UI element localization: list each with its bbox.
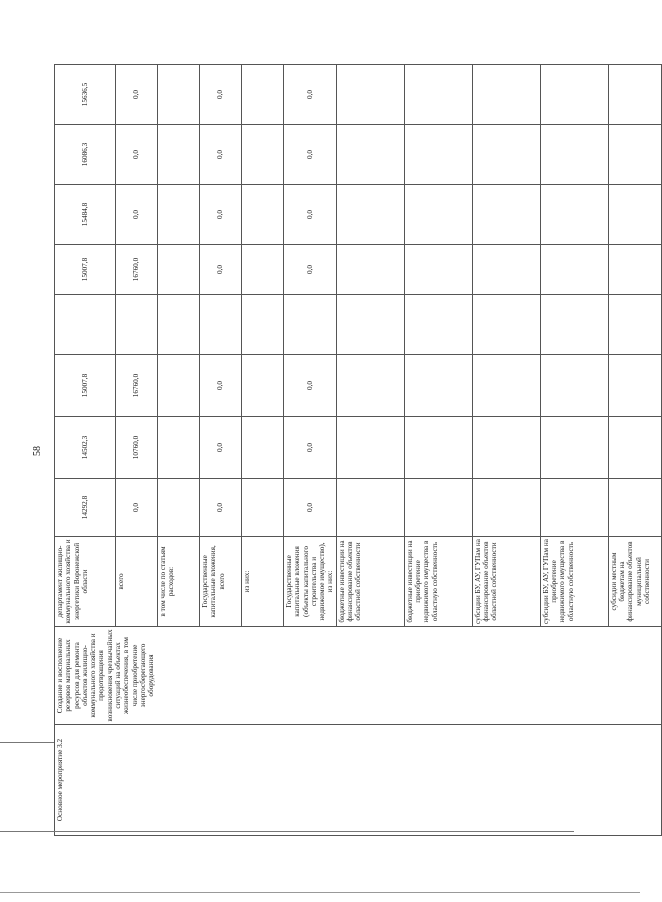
row-label-cell <box>608 537 661 627</box>
value: 15484,8 <box>80 202 89 227</box>
value: 0,0 <box>305 381 314 390</box>
value: 15636,5 <box>80 82 89 107</box>
row-label-cell <box>157 537 199 627</box>
row-label-cell <box>540 537 608 627</box>
value: 16760,0 <box>132 257 141 282</box>
value-cell <box>115 355 157 417</box>
value-cell <box>115 479 157 537</box>
value-cell <box>283 245 336 295</box>
value-cell <box>157 355 199 417</box>
value-cell <box>199 65 241 125</box>
value-cell <box>157 65 199 125</box>
margin-line <box>0 831 54 832</box>
row-label-cell <box>472 537 540 627</box>
value: 10760,0 <box>132 435 141 460</box>
value-cell <box>115 417 157 479</box>
value: 0,0 <box>216 381 225 390</box>
value-cell <box>540 185 608 245</box>
value: 0,0 <box>216 503 225 512</box>
row-label: бюджетные инвестиции на финансирование объектов областной собственности <box>337 540 363 623</box>
value: 0,0 <box>216 90 225 99</box>
value-cell <box>199 355 241 417</box>
value-cell <box>157 479 199 537</box>
rotated-table-container <box>54 65 651 836</box>
value-cell <box>472 417 540 479</box>
value-cell <box>540 295 608 355</box>
value-cell <box>157 245 199 295</box>
value-cell <box>336 245 404 295</box>
row-label-cell <box>336 537 404 627</box>
value-cell <box>199 479 241 537</box>
value-cell <box>404 479 472 537</box>
value-cell <box>241 417 283 479</box>
margin-line <box>0 742 54 743</box>
value: 14292,8 <box>80 495 89 520</box>
value-cell <box>404 355 472 417</box>
value: 0,0 <box>216 150 225 159</box>
value: 0,0 <box>132 90 141 99</box>
activity-code-cell <box>55 725 662 836</box>
value-cell <box>608 65 661 125</box>
value-cell <box>115 185 157 245</box>
row-label: Государственные капитальные вложения, всего <box>200 545 226 618</box>
value: 0,0 <box>132 210 141 219</box>
activity-name-cell <box>55 627 662 725</box>
value-cell <box>283 125 336 185</box>
value-cell <box>336 355 404 417</box>
row-label-cell <box>199 537 241 627</box>
value: 0,0 <box>216 210 225 219</box>
row-label-cell <box>283 537 336 627</box>
row-label-cell <box>404 537 472 627</box>
row-label: бюджетные инвестиции на приобретение недвижимого имущества в областную собственность <box>405 540 439 623</box>
value-cell <box>55 245 116 295</box>
value: 0,0 <box>132 150 141 159</box>
value-cell <box>404 65 472 125</box>
value-cell <box>336 185 404 245</box>
value-cell <box>157 185 199 245</box>
value-cell <box>608 185 661 245</box>
value-cell <box>608 295 661 355</box>
value-cell <box>540 417 608 479</box>
value-cell <box>55 65 116 125</box>
value-cell <box>241 295 283 355</box>
value-cell <box>241 125 283 185</box>
value-cell <box>55 417 116 479</box>
row-label: в том числе по статьям расходов: <box>158 546 176 617</box>
row-label: субсидии БУ, АУ, ГУПам на приобретение недвижимого имущества в областную собственность <box>541 539 575 624</box>
activity-name: Создание и восполнение резервов материальных ресурсов для ремонта объектов жилищно-коммунального хозяйства и предотвращения возникновения чрезвычайных ситуаций на объектах жизнеобеспечения, в том числе приобретение энергосберегающего оборудования <box>56 629 156 722</box>
row-label: департамент жилищно-коммунального хозяйства и энергетики Воронежской области <box>56 539 89 624</box>
value-cell <box>472 245 540 295</box>
value-cell <box>283 185 336 245</box>
value-cell <box>199 295 241 355</box>
row-label: Государственные капитальные вложения (объекты капитального строительства и недвижимое имущество), из них: <box>284 542 335 621</box>
value-cell <box>472 355 540 417</box>
value-cell <box>283 65 336 125</box>
value-cell <box>404 417 472 479</box>
value-cell <box>472 295 540 355</box>
value-cell <box>472 125 540 185</box>
value-cell <box>115 295 157 355</box>
value-cell <box>540 125 608 185</box>
value: 0,0 <box>305 210 314 219</box>
value-cell <box>241 185 283 245</box>
value: 16086,3 <box>80 142 89 167</box>
value: 0,0 <box>305 90 314 99</box>
value-cell <box>336 125 404 185</box>
value-cell <box>115 125 157 185</box>
value-cell <box>55 185 116 245</box>
row-label-cell <box>55 537 116 627</box>
value-cell <box>55 355 116 417</box>
value-cell <box>199 417 241 479</box>
value-cell <box>404 295 472 355</box>
value-cell <box>404 245 472 295</box>
value-cell <box>115 245 157 295</box>
value-cell <box>199 245 241 295</box>
value-cell <box>283 355 336 417</box>
value: 0,0 <box>305 443 314 452</box>
value-cell <box>199 125 241 185</box>
value-cell <box>336 417 404 479</box>
value-cell <box>157 295 199 355</box>
value-cell <box>241 355 283 417</box>
row-label-cell <box>115 537 157 627</box>
row-label-cell <box>241 537 283 627</box>
value-cell <box>540 355 608 417</box>
value-cell <box>608 417 661 479</box>
value: 0,0 <box>305 503 314 512</box>
value-cell <box>336 479 404 537</box>
value-cell <box>157 125 199 185</box>
value-cell <box>55 125 116 185</box>
value: 0,0 <box>305 265 314 274</box>
value-cell <box>540 65 608 125</box>
row-label: субсидии БУ, АУ, ГУПам на финансирование объектов областной собственности <box>473 539 499 624</box>
value: 14502,3 <box>80 435 89 460</box>
value: 15007,8 <box>80 373 89 398</box>
value: 16760,0 <box>132 373 141 398</box>
value-cell <box>283 417 336 479</box>
value: 0,0 <box>132 503 141 512</box>
value-cell <box>241 245 283 295</box>
row-label: субсидии местным бюджетам на финансирование объектов муниципальной собственности <box>609 541 651 622</box>
value: 15007,8 <box>80 257 89 282</box>
page-bottom-line <box>0 892 640 893</box>
activity-code: Основное мероприятие 3.2 <box>56 738 64 822</box>
value-cell <box>241 65 283 125</box>
value-cell <box>336 295 404 355</box>
row-label: всего <box>116 573 125 590</box>
value-cell <box>199 185 241 245</box>
value-cell <box>404 125 472 185</box>
table-body <box>55 65 662 836</box>
value-cell <box>540 479 608 537</box>
page-number: 58 <box>32 446 43 456</box>
value-cell <box>404 185 472 245</box>
value-cell <box>608 355 661 417</box>
value-cell <box>241 479 283 537</box>
value-cell <box>608 479 661 537</box>
value: 0,0 <box>305 150 314 159</box>
value-cell <box>283 479 336 537</box>
value-cell <box>472 65 540 125</box>
row-label: из них: <box>242 570 251 593</box>
value-cell <box>608 245 661 295</box>
budget-table <box>54 64 662 836</box>
value-cell <box>472 185 540 245</box>
value-cell <box>55 479 116 537</box>
value-cell <box>608 125 661 185</box>
value: 0,0 <box>216 265 225 274</box>
value-cell <box>540 245 608 295</box>
table-row <box>55 65 116 836</box>
value-cell <box>336 65 404 125</box>
value-cell <box>55 295 116 355</box>
table-edge-line <box>54 831 574 832</box>
value: 0,0 <box>216 443 225 452</box>
value-cell <box>283 295 336 355</box>
value-cell <box>472 479 540 537</box>
value-cell <box>157 417 199 479</box>
value-cell <box>115 65 157 125</box>
